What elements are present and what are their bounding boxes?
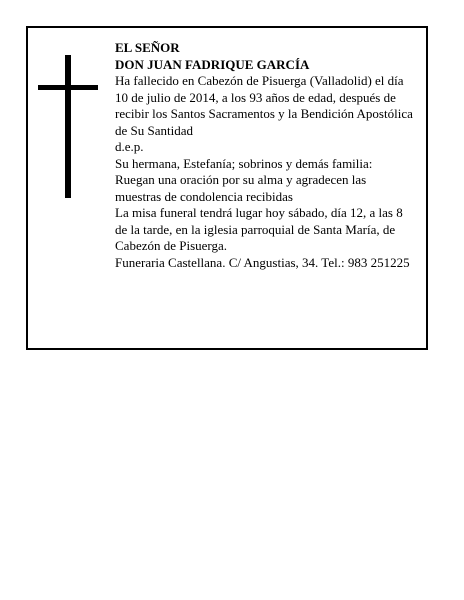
cross-horizontal-bar (38, 85, 98, 90)
death-notice: Ha fallecido en Cabezón de Pisuerga (Valladolid) el día 10 de julio de 2014, a los 93 años de edad, después de recibir los Santos Sacramentos y la Bendición Apostólica de Su Santidad (115, 73, 413, 138)
notice-heading: EL SEÑOR (115, 40, 180, 55)
deceased-name: DON JUAN FADRIQUE GARCÍA (115, 56, 310, 72)
cross-vertical-bar (65, 55, 71, 198)
notice-text (115, 40, 415, 271)
cross-icon (38, 55, 98, 198)
funeral-info: La misa funeral tendrá lugar hoy sábado, día 12, a las 8 de la tarde, en la iglesia parroquial de Santa María, de Cabezón de Pisuerga. (115, 205, 403, 253)
prayer-request: Ruegan una oración por su alma y agradecen las muestras de condolencia recibidas (115, 172, 367, 204)
rip-line: d.e.p. (115, 139, 144, 154)
family-line: Su hermana, Estefanía; sobrinos y demás familia: (115, 155, 373, 171)
obituary-notice (26, 26, 428, 350)
funeral-home-info: Funeraria Castellana. C/ Angustias, 34. Tel.: 983 251225 (115, 254, 410, 270)
